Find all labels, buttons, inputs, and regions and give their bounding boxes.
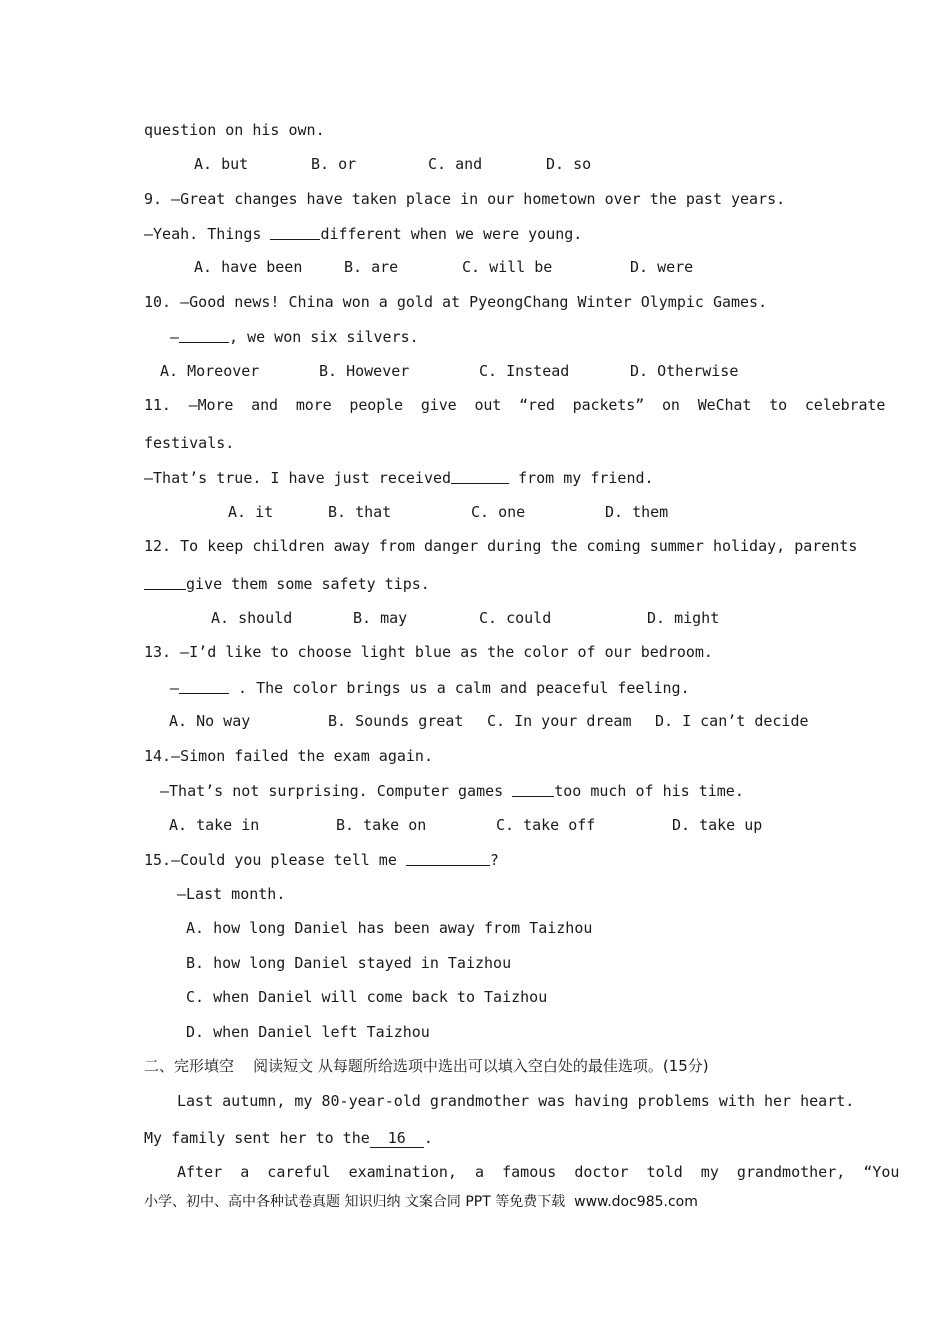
q9-blank — [270, 224, 320, 240]
q11-option-c: C. one — [471, 503, 526, 521]
q13-stem: 13. —I’d like to choose light blue as the color of our bedroom. — [144, 643, 713, 661]
q11-option-b: B. that — [328, 503, 392, 521]
q12-stem-cont-text: give them some safety tips. — [186, 575, 430, 593]
q13-reply-post: . The color brings us a calm and peaceful feeling. — [229, 679, 690, 697]
cloze-paragraph-2 — [144, 1128, 433, 1148]
q8-option-c: C. and — [428, 155, 483, 173]
q10-option-a: A. Moreover — [160, 362, 260, 380]
q10-reply — [170, 326, 419, 347]
q14-option-b: B. take on — [336, 816, 427, 834]
q15-stem — [144, 849, 499, 870]
q9-option-c: C. will be — [462, 258, 553, 276]
q14-stem: 14.—Simon failed the exam again. — [144, 747, 433, 765]
q11-reply — [144, 467, 654, 488]
q15-option-d: D. when Daniel left Taizhou — [186, 1023, 430, 1041]
q11-reply-post: from my friend. — [509, 469, 654, 487]
q15-blank — [406, 850, 490, 866]
q15-stem-post: ? — [489, 851, 499, 869]
q15-option-a: A. how long Daniel has been away from Taizhou — [186, 919, 593, 937]
q9-option-d: D. were — [630, 258, 694, 276]
q15-stem-pre: 15.—Could you please tell me — [144, 851, 406, 869]
q10-option-c: C. Instead — [479, 362, 570, 380]
q9-reply — [144, 223, 582, 244]
cloze-blank-16: 16 — [370, 1129, 424, 1148]
q10-option-d: D. Otherwise — [630, 362, 739, 380]
q10-reply-pre: — — [170, 328, 180, 346]
section2-heading: 二、完形填空 阅读短文 从每题所给选项中选出可以填入空白处的最佳选项。(15分) — [144, 1057, 709, 1075]
q8-option-b: B. or — [311, 155, 357, 173]
page-footer-watermark: 小学、初中、高中各种试卷真题 知识归纳 文案合同 PPT 等免费下载 www.doc985.com — [144, 1194, 698, 1210]
q11-option-d: D. them — [605, 503, 669, 521]
q8-option-d: D. so — [546, 155, 592, 173]
q15-answer: —Last month. — [177, 885, 286, 903]
q8-option-a: A. but — [194, 155, 249, 173]
cloze-paragraph-2-pre: My family sent her to the — [144, 1129, 370, 1147]
q13-reply-pre: — — [170, 679, 180, 697]
q14-option-a: A. take in — [169, 816, 260, 834]
q9-option-b: B. are — [344, 258, 399, 276]
cloze-paragraph-2-post: . — [423, 1129, 433, 1147]
q14-reply-pre: —That’s not surprising. Computer games — [160, 782, 513, 800]
q10-option-b: B. However — [319, 362, 410, 380]
q12-blank — [144, 574, 186, 590]
q9-stem: 9. —Great changes have taken place in our hometown over the past years. — [144, 190, 786, 208]
q12-option-c: C. could — [479, 609, 552, 627]
q12-option-b: B. may — [353, 609, 408, 627]
q11-stem-cont: festivals. — [144, 434, 235, 452]
q13-blank — [179, 678, 229, 694]
q13-option-a: A. No way — [169, 712, 251, 730]
q15-option-b: B. how long Daniel stayed in Taizhou — [186, 954, 512, 972]
q9-option-a: A. have been — [194, 258, 303, 276]
q12-option-d: D. might — [647, 609, 720, 627]
q12-option-a: A. should — [211, 609, 293, 627]
q12-stem-cont — [144, 573, 430, 594]
q14-option-c: C. take off — [496, 816, 596, 834]
q8-stem-tail: question on his own. — [144, 121, 325, 139]
q13-option-b: B. Sounds great — [328, 712, 464, 730]
cloze-paragraph-1: Last autumn, my 80-year-old grandmother was having problems with her heart. — [177, 1092, 855, 1110]
q14-reply-post: too much of his time. — [554, 782, 744, 800]
q11-option-a: A. it — [228, 503, 274, 521]
q10-stem: 10. —Good news! China won a gold at PyeongChang Winter Olympic Games. — [144, 293, 768, 311]
q10-blank — [179, 327, 229, 343]
q13-reply — [170, 677, 690, 698]
q12-stem: 12. To keep children away from danger during the coming summer holiday, parents — [144, 537, 858, 555]
q13-option-c: C. In your dream — [487, 712, 632, 730]
q11-stem: 11. —More and more people give out “red packets” on WeChat to celebrate — [144, 396, 886, 414]
q11-blank — [451, 468, 509, 484]
q9-reply-pre: —Yeah. Things — [144, 225, 271, 243]
q13-option-d: D. I can’t decide — [655, 712, 809, 730]
q14-blank — [512, 781, 554, 797]
q14-option-d: D. take up — [672, 816, 763, 834]
q15-option-c: C. when Daniel will come back to Taizhou — [186, 988, 548, 1006]
q9-reply-post: different when we were young. — [320, 225, 583, 243]
q10-reply-post: , we won six silvers. — [229, 328, 419, 346]
q11-reply-pre: —That’s true. I have just received — [144, 469, 452, 487]
cloze-paragraph-3: After a careful examination, a famous doctor told my grandmother, “You — [177, 1163, 900, 1181]
q14-reply — [160, 780, 744, 801]
